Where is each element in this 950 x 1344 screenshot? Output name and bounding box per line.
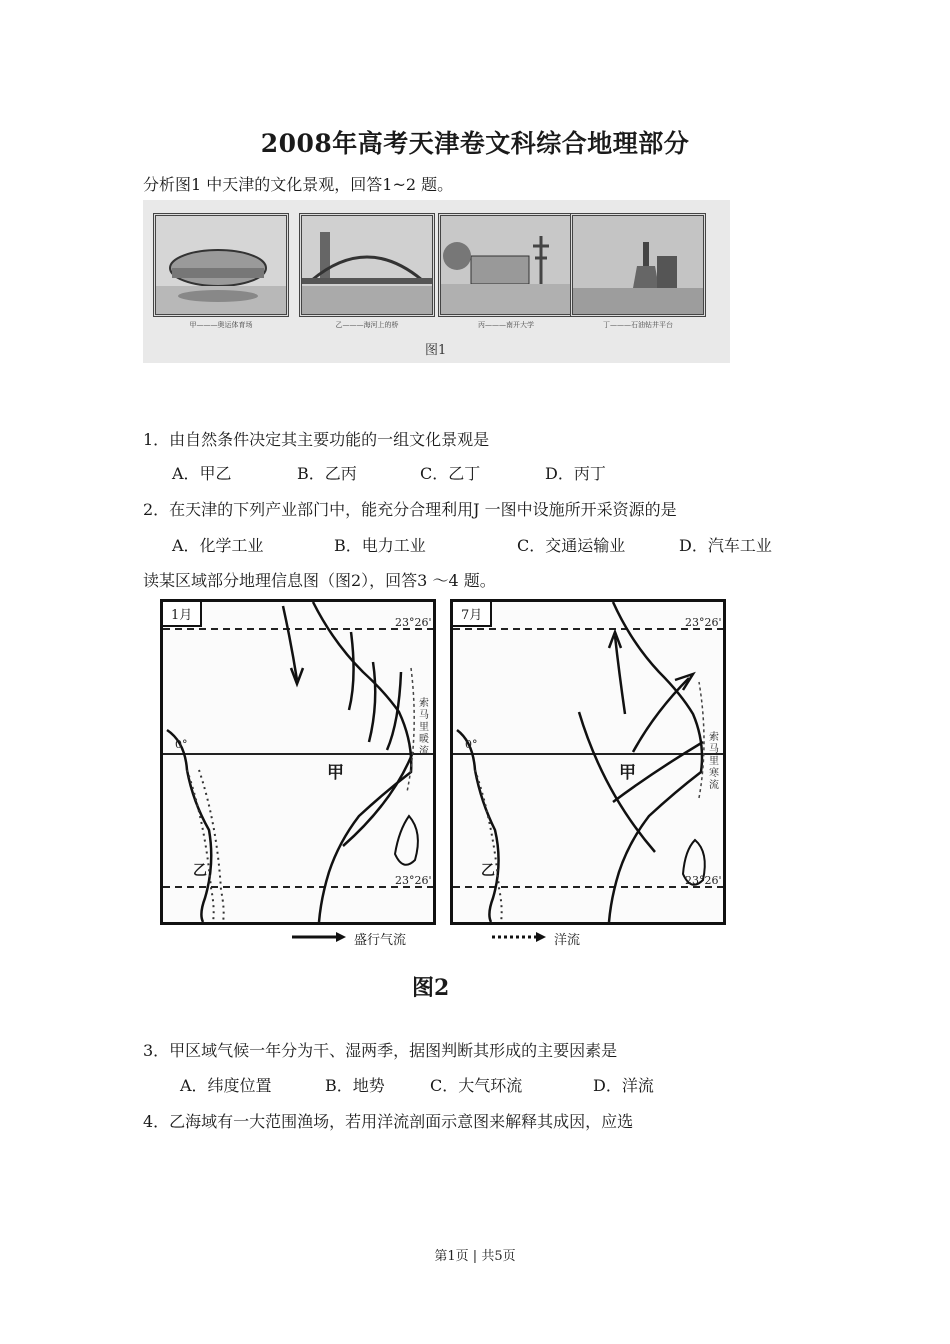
legend-current-arrow-icon [490, 930, 550, 944]
q2-option-d: D．汽车工业 [679, 536, 772, 555]
q2-option-c: C．交通运输业 [517, 536, 626, 555]
q2-option-b: B．电力工业 [334, 536, 426, 555]
photo-bridge [299, 213, 435, 317]
q3-option-d: D．洋流 [593, 1076, 654, 1095]
jul-current-note: 索马里寒流 [709, 732, 719, 791]
jan-lat-top-label: 23°26' [395, 616, 432, 629]
photo-university [438, 213, 574, 317]
caption-yi: 乙———海河上的桥 [335, 321, 399, 329]
figure-1-label: 图1 [425, 343, 447, 358]
jul-region-jia: 甲 [619, 763, 636, 783]
jan-lat-bottom-label: 23°26' [395, 874, 432, 887]
jan-current-note: 索马里暖流 [419, 698, 429, 757]
page-title: 2008年高考天津卷文科综合地理部分 [260, 129, 690, 158]
question-3: 3．甲区域气候一年分为干、湿两季，据图判断其形成的主要因素是 [143, 1041, 618, 1060]
jul-lat-bottom-label: 23°26' [685, 874, 722, 887]
intro-text-1: 分析图1 中天津的文化景观，回答1~2 题。 [143, 175, 454, 194]
photo-oil-platform [570, 213, 706, 317]
question-1: 1．由自然条件决定其主要功能的一组文化景观是 [143, 430, 490, 449]
map-january [160, 599, 436, 925]
caption-bing: 丙———南开大学 [478, 321, 534, 329]
q1-option-b: B．乙丙 [297, 464, 357, 483]
photo-stadium [153, 213, 289, 317]
map-july-month: 7月 [453, 602, 492, 627]
map-january-month: 1月 [163, 602, 202, 627]
figure-1 [143, 200, 730, 363]
jan-region-jia: 甲 [327, 763, 344, 783]
q2-option-a: A．化学工业 [172, 536, 264, 555]
q3-option-a: A．纬度位置 [180, 1076, 272, 1095]
q1-option-c: C．乙丁 [420, 464, 481, 483]
q3-option-c: C．大气环流 [430, 1076, 523, 1095]
jan-region-yi: 乙 [193, 863, 207, 879]
jan-lat-equator-label: 0° [175, 738, 188, 751]
jul-lat-equator-label: 0° [465, 738, 478, 751]
jul-lat-top-label: 23°26' [685, 616, 722, 629]
page-footer: 第1页 | 共5页 [434, 1249, 516, 1264]
q1-option-d: D．丙丁 [545, 464, 606, 483]
q3-option-b: B．地势 [325, 1076, 385, 1095]
caption-ding: 丁———石油钻井平台 [603, 321, 673, 329]
legend-current-label: 洋流 [554, 933, 581, 948]
figure-2-label: 图2 [412, 975, 450, 1001]
legend-airflow-arrow-icon [290, 930, 350, 944]
jul-region-yi: 乙 [481, 863, 495, 879]
question-2: 2．在天津的下列产业部门中，能充分合理利用J 一图中设施所开采资源的是 [143, 500, 677, 519]
intro-text-2: 读某区域部分地理信息图（图2），回答3 ～4 题。 [143, 571, 496, 590]
q1-option-a: A．甲乙 [172, 464, 232, 483]
question-4: 4．乙海域有一大范围渔场，若用洋流剖面示意图来解释其成因，应选 [143, 1112, 634, 1131]
map-july [450, 599, 726, 925]
legend-airflow-label: 盛行气流 [354, 933, 407, 948]
figure-2 [160, 596, 730, 1008]
caption-jia: 甲———奥运体育场 [189, 321, 253, 329]
